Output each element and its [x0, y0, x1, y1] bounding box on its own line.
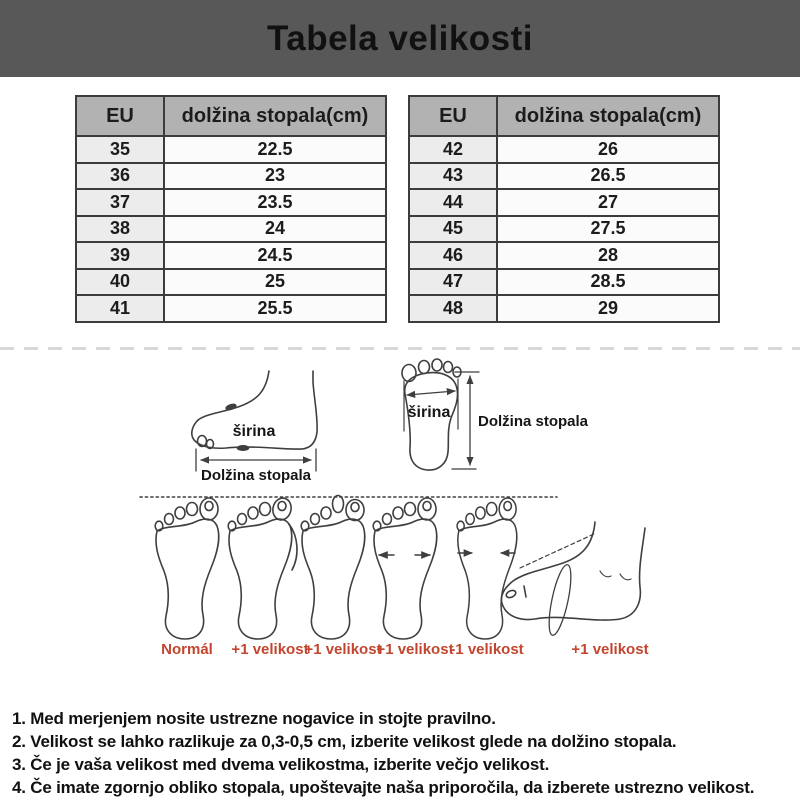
size-row — [76, 295, 386, 322]
footprint-normal — [155, 498, 219, 639]
foot-length-cell: 24 — [164, 216, 386, 243]
foot-length-cell: 28.5 — [497, 269, 719, 296]
footprint-long-second-toe — [301, 496, 365, 640]
size-row — [76, 269, 386, 296]
eu-size-cell: 43 — [409, 163, 497, 190]
eu-size-cell: 42 — [409, 136, 497, 163]
instruction-line-3: 3. Če je vaša velikost med dvema velikostma, izberite večjo velikost. — [12, 755, 550, 774]
eu-size-cell: 45 — [409, 216, 497, 243]
foot-length-cell: 29 — [497, 295, 719, 322]
foot-type-label-normal: Normál — [161, 641, 213, 658]
col-header-eu: EU — [409, 96, 497, 136]
top-width-label: širina — [407, 404, 451, 421]
foot-length-cell: 27.5 — [497, 216, 719, 243]
size-table-left — [75, 95, 387, 323]
foot-length-cell: 25 — [164, 269, 386, 296]
eu-size-cell: 36 — [76, 163, 164, 190]
eu-size-cell: 40 — [76, 269, 164, 296]
instruction-line-4: 4. Če imate zgornjo obliko stopala, upoštevajte naša priporočila, da izberete ustrezno velikost. — [12, 778, 755, 797]
size-table-right — [408, 95, 720, 323]
size-row — [409, 163, 719, 190]
eu-size-cell: 46 — [409, 242, 497, 269]
side-length-label: Dolžina stopala — [200, 467, 312, 484]
size-row — [76, 216, 386, 243]
size-row — [409, 295, 719, 322]
size-row — [409, 216, 719, 243]
eu-size-cell: 38 — [76, 216, 164, 243]
title-banner — [0, 0, 800, 77]
size-row — [409, 136, 719, 163]
foot-type-label-minus1: -1 velikost — [450, 641, 524, 658]
eu-size-cell: 44 — [409, 189, 497, 216]
instruction-line-1: 1. Med merjenjem nosite ustrezne nogavice in stojte pravilno. — [12, 709, 496, 728]
foot-length-cell: 26 — [497, 136, 719, 163]
foot-length-cell: 28 — [497, 242, 719, 269]
footprint-wide — [373, 498, 437, 639]
size-row — [76, 163, 386, 190]
foot-measurement-diagram — [0, 355, 800, 665]
footprint-bunion — [228, 496, 297, 639]
eu-size-cell: 35 — [76, 136, 164, 163]
page-title: Tabela velikosti — [266, 18, 534, 58]
eu-size-cell: 41 — [76, 295, 164, 322]
eu-size-cell: 39 — [76, 242, 164, 269]
instructions-list — [12, 707, 792, 799]
footprint-narrow — [457, 498, 517, 639]
header-row — [76, 96, 386, 136]
foot-type-label-plus1-a: +1 velikost — [231, 641, 309, 658]
col-header-foot-length: dolžina stopala(cm) — [497, 96, 719, 136]
foot-type-label-plus1-c: +1 velikost — [376, 641, 454, 658]
dashed-divider — [0, 347, 800, 350]
size-row — [409, 242, 719, 269]
foot-length-cell: 26.5 — [497, 163, 719, 190]
header-row — [409, 96, 719, 136]
instruction-line-2: 2. Velikost se lahko razlikuje za 0,3-0,5 cm, izberite velikost glede na dolžino stopala. — [12, 732, 677, 751]
foot-type-label-plus1-instep: +1 velikost — [571, 641, 649, 658]
top-view-foot-diagram — [402, 359, 589, 470]
size-row — [76, 136, 386, 163]
foot-length-cell: 23 — [164, 163, 386, 190]
foot-length-cell: 25.5 — [164, 295, 386, 322]
eu-size-cell: 37 — [76, 189, 164, 216]
eu-size-cell: 48 — [409, 295, 497, 322]
side-view-foot-diagram — [192, 371, 317, 484]
eu-size-cell: 47 — [409, 269, 497, 296]
foot-length-cell: 22.5 — [164, 136, 386, 163]
col-header-eu: EU — [76, 96, 164, 136]
size-row — [76, 189, 386, 216]
size-row — [409, 189, 719, 216]
foot-length-cell: 24.5 — [164, 242, 386, 269]
high-instep-foot — [501, 522, 645, 637]
size-row — [409, 269, 719, 296]
col-header-foot-length: dolžina stopala(cm) — [164, 96, 386, 136]
size-row — [76, 242, 386, 269]
foot-length-cell: 27 — [497, 189, 719, 216]
top-length-label: Dolžina stopala — [478, 413, 589, 430]
foot-type-label-plus1-b: +1 velikost — [304, 641, 382, 658]
side-width-label: širina — [232, 423, 276, 440]
foot-length-cell: 23.5 — [164, 189, 386, 216]
